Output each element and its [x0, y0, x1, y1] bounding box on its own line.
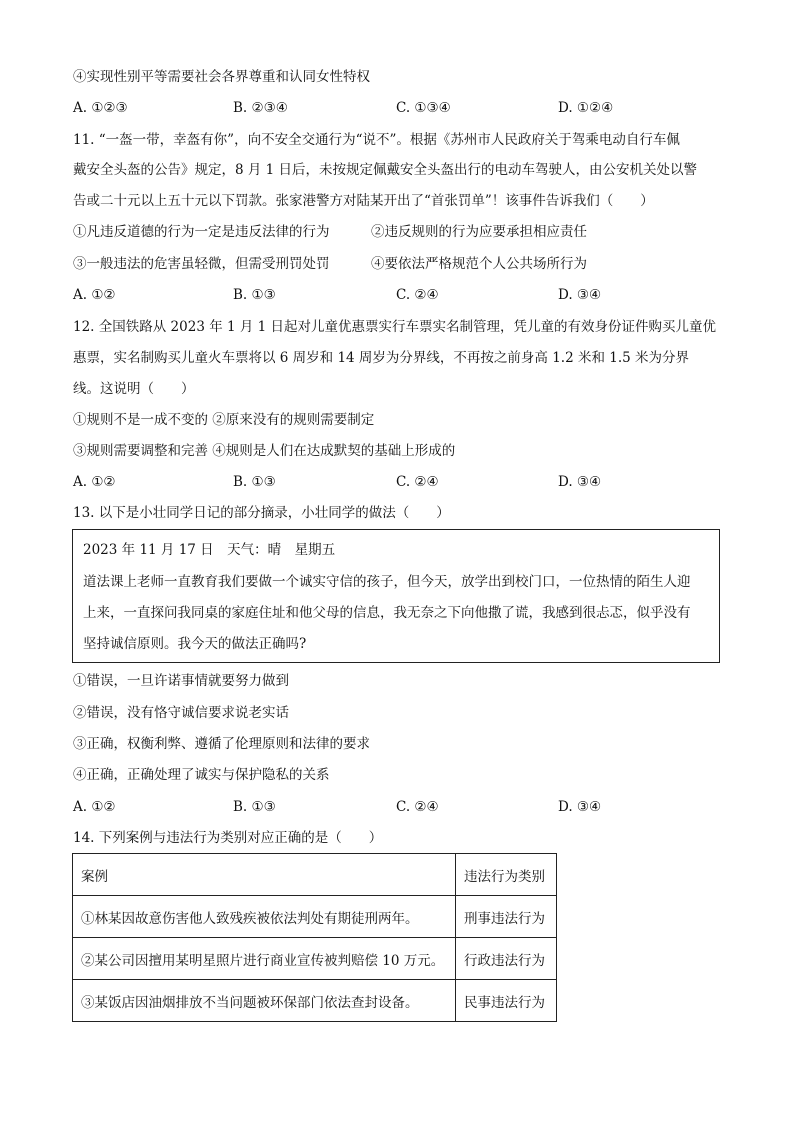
q11-option-d[interactable]: D. ③④ [558, 287, 602, 303]
violation-type-cell: 行政违法行为 [456, 938, 557, 980]
q11-item-3: ③一般违法的危害虽轻微，但需受刑罚处罚 [73, 256, 330, 272]
q11-stem-line-1: 11. “一盔一带，幸盔有你”，向不安全交通行为“说不”。根据《苏州市人民政府关于驾乘电动自行车佩 [73, 132, 680, 148]
q13-option-c[interactable]: C. ②④ [396, 799, 439, 815]
q13-option-b[interactable]: B. ①③ [233, 799, 276, 815]
diary-date-line: 2023 年 11 月 17 日 天气：晴 星期五 [83, 542, 336, 558]
diary-text-line-1: 道法课上老师一直教育我们要做一个诚实守信的孩子，但今天，放学出到校门口，一位热情的陌生人迎 [83, 574, 691, 590]
q11-option-a[interactable]: A. ①② [73, 287, 116, 303]
table-row [73, 980, 557, 1022]
q11-option-c[interactable]: C. ②④ [396, 287, 439, 303]
case-cell: ①林某因故意伤害他人致残疾被依法判处有期徒刑两年。 [73, 896, 456, 938]
q12-options [73, 472, 723, 492]
table-row [73, 896, 557, 938]
q12-stem-line-3: 线。这说明（ ） [73, 381, 195, 397]
violation-type-cell: 刑事违法行为 [456, 896, 557, 938]
q11-option-b[interactable]: B. ①③ [233, 287, 276, 303]
case-table [72, 853, 557, 1022]
header-violation-type: 违法行为类别 [456, 854, 557, 896]
q13-option-d[interactable]: D. ③④ [558, 799, 602, 815]
q11-items-row-1 [73, 222, 587, 242]
q12-option-a[interactable]: A. ①② [73, 474, 116, 490]
q13-item-4: ④正确，正确处理了诚实与保护隐私的关系 [73, 767, 330, 783]
q12-stem-line-2: 惠票，实名制购买儿童火车票将以 6 周岁和 14 周岁为分界线，不再按之前身高 1.2 米和 1.5 米为分界 [73, 350, 690, 366]
q13-stem: 13. 以下是小壮同学日记的部分摘录，小壮同学的做法（ ） [73, 505, 450, 521]
q12-items-row-2: ③规则需要调整和完善 ④规则是人们在达成默契的基础上形成的 [73, 443, 456, 459]
q11-item-4: ④要依法严格规范个人公共场所行为 [371, 256, 587, 272]
q11-item-2: ②违反规则的行为应要承担相应责任 [371, 224, 587, 240]
q10-option-b[interactable]: B. ②③④ [233, 100, 288, 116]
q10-option-a[interactable]: A. ①②③ [73, 100, 128, 116]
case-cell: ③某饭店因油烟排放不当问题被环保部门依法查封设备。 [73, 980, 456, 1022]
table-header-row [73, 854, 557, 896]
q14-stem: 14. 下列案例与违法行为类别对应正确的是（ ） [73, 830, 383, 846]
q11-options [73, 285, 723, 305]
q12-stem-line-1: 12. 全国铁路从 2023 年 1 月 1 日起对儿童优惠票实行车票实名制管理，凭儿童的有效身份证件购买儿童优 [73, 319, 717, 335]
q13-item-2: ②错误，没有恪守诚信要求说老实话 [73, 705, 289, 721]
q10-option-d[interactable]: D. ①②④ [558, 100, 614, 116]
q11-stem-line-3: 告或二十元以上五十元以下罚款。张家港警方对陆某开出了“首张罚单”！该事件告诉我们（ ） [73, 193, 654, 209]
q10-option-c[interactable]: C. ①③④ [396, 100, 451, 116]
diary-excerpt-box [72, 529, 720, 663]
q13-item-1: ①错误，一旦许诺事情就要努力做到 [73, 673, 289, 689]
q11-stem-line-2: 戴安全头盔的公告》规定，8 月 1 日后，未按规定佩戴安全头盔出行的电动车驾驶人，由公安机关处以警 [73, 162, 698, 178]
q12-option-b[interactable]: B. ①③ [233, 474, 276, 490]
q12-items-row-1: ①规则不是一成不变的 ②原来没有的规则需要制定 [73, 412, 375, 428]
q13-options [73, 797, 723, 817]
q12-option-c[interactable]: C. ②④ [396, 474, 439, 490]
q11-item-1: ①凡违反道德的行为一定是违反法律的行为 [73, 224, 330, 240]
q12-option-d[interactable]: D. ③④ [558, 474, 602, 490]
q11-items-row-2 [73, 254, 587, 274]
q10-options [73, 98, 723, 118]
table-row [73, 938, 557, 980]
diary-text-line-3: 坚持诚信原则。我今天的做法正确吗? [83, 636, 307, 652]
q10-item-4: ④实现性别平等需要社会各界尊重和认同女性特权 [73, 69, 370, 85]
case-cell: ②某公司因擅用某明星照片进行商业宣传被判赔偿 10 万元。 [73, 938, 456, 980]
q13-option-a[interactable]: A. ①② [73, 799, 116, 815]
header-case: 案例 [73, 854, 456, 896]
q13-item-3: ③正确，权衡利弊、遵循了伦理原则和法律的要求 [73, 736, 370, 752]
diary-text-line-2: 上来，一直探问我同桌的家庭住址和他父母的信息，我无奈之下向他撒了谎，我感到很忐忑，似乎没有 [83, 605, 691, 621]
violation-type-cell: 民事违法行为 [456, 980, 557, 1022]
